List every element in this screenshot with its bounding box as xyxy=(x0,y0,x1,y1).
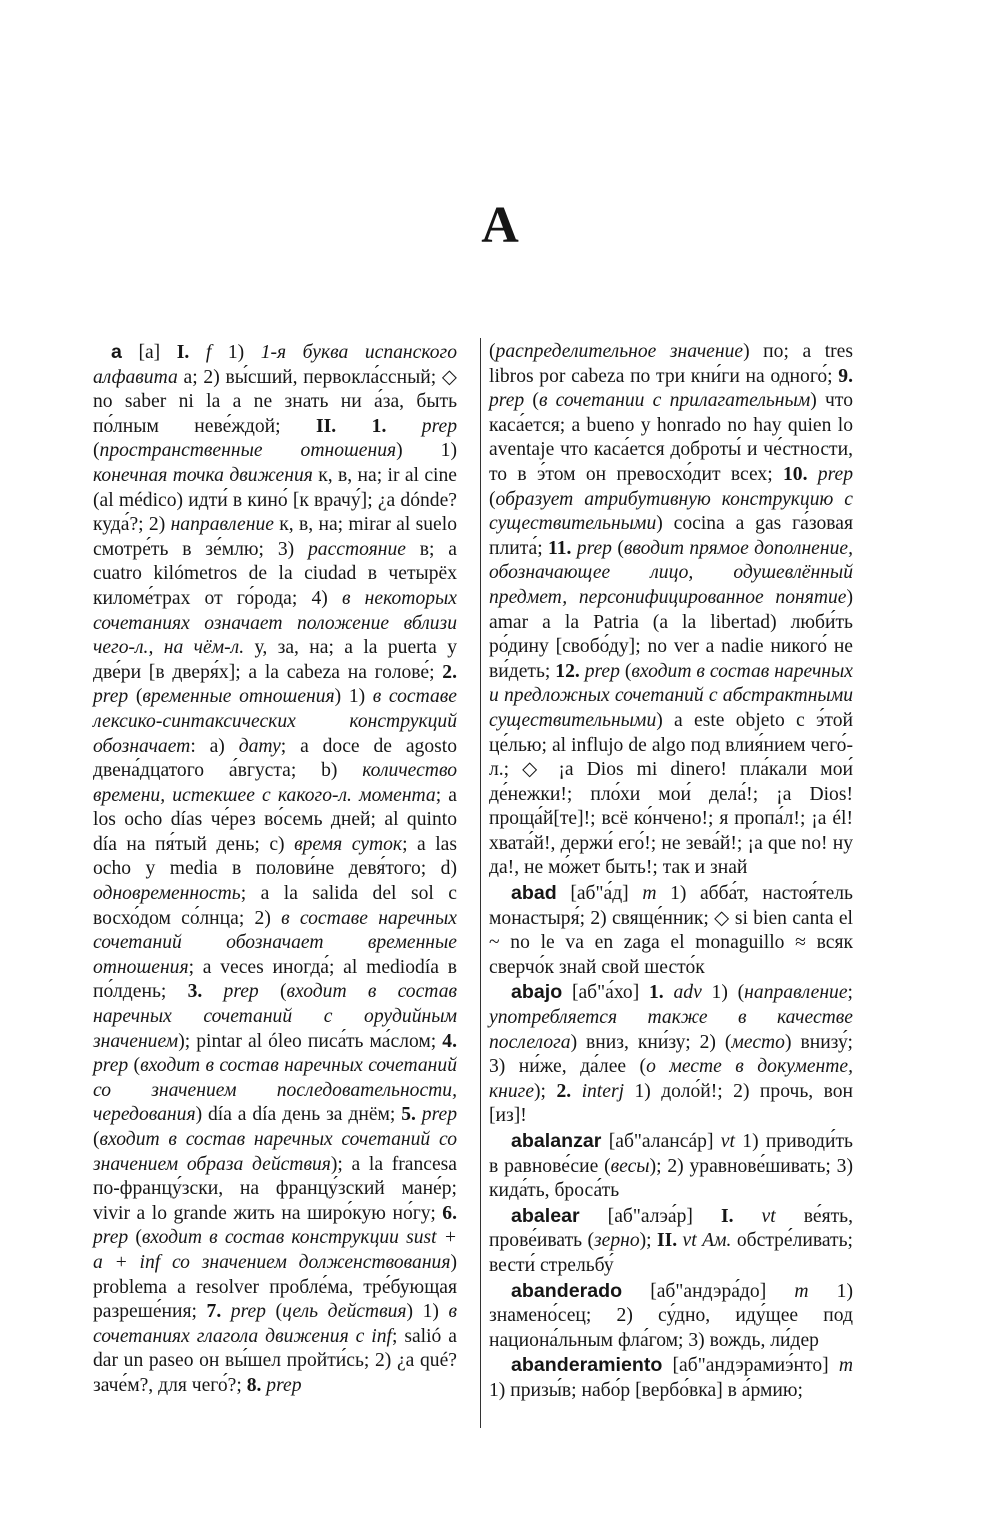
entry-text-run: ) внизу́; 3) ни́же, да́лее ( xyxy=(489,1031,853,1078)
entry-text-run: prep xyxy=(571,537,618,559)
entry-text-run: 1. xyxy=(649,982,664,1004)
entry-text-run: [аб"а́хо] xyxy=(562,982,649,1004)
entry-text-run: 8. xyxy=(246,1374,262,1396)
entry-text-run: 1) ( xyxy=(711,982,745,1004)
entry-text-run: в; a cuatro kilómetros de la ciudad в четырёх киломе́трах от го́рода; 4) xyxy=(93,538,457,609)
entry-text-run: [аб"алансáр] xyxy=(601,1131,721,1152)
entry-text-run: ) 1) xyxy=(334,686,373,708)
entry-text-run: ( xyxy=(489,488,496,510)
entry-text-run: дату xyxy=(238,735,281,757)
entry-text-run: образует атрибутивную конструкцию с существительными xyxy=(489,488,853,535)
entry-text-run: 3. xyxy=(187,981,203,1003)
entry-text-run: а; 2) вы́сший, первокла́ссный; ◇ no saber ni la a ne знать ни а́за, быть по́лным неве́ждой; xyxy=(93,366,457,437)
entry-text-run: [аб"а́д] xyxy=(556,883,643,905)
entry-text-run: I. xyxy=(176,342,190,363)
entry-text-run: I. xyxy=(720,1205,734,1227)
entry-text-run: 10. xyxy=(782,463,808,485)
entry-text-run: направление xyxy=(744,982,848,1004)
entry-text-run: ) día a día день за днём; xyxy=(195,1104,402,1126)
entry-text-run: время суток xyxy=(294,833,403,855)
entry-text-run: ( xyxy=(93,1129,100,1150)
entry-text-run: конечная точка движения xyxy=(93,464,313,486)
entry-text-run: расстояние xyxy=(307,538,406,560)
entry-text-run: к, в, на; mirar al suelo смотре́ть в зе́млю; 3) xyxy=(93,514,457,560)
entry-text-run: временные отношения xyxy=(142,686,335,708)
entry-text-run: prep xyxy=(386,415,457,437)
entry-text-run: в сочетаниях глагола движения с inf xyxy=(93,1301,457,1347)
entry-text-run: распределительное значение xyxy=(495,341,744,362)
entry-text-run: к, в, на; ir al cine (al médico) идти́ в кино́ [к врачу́]; ¿a dónde? куда́?; 2) xyxy=(93,464,457,536)
entry-text-run: prep xyxy=(579,660,625,682)
entry-text-run: ; a la salida del sol с восхо́дом со́лнца; 2) xyxy=(93,883,457,929)
entry-text-run: 2. xyxy=(442,661,457,683)
entry-text-run: направление xyxy=(170,514,274,536)
entry-text-run: ( xyxy=(135,686,143,708)
entry-text-run: vt xyxy=(733,1205,776,1227)
entry-text-run: [а] xyxy=(121,342,177,363)
entry-text-run: prep xyxy=(221,1301,276,1323)
headword: abad xyxy=(511,882,557,905)
entry-text-run: ; a las ocho y media в полови́не девя́того; d) xyxy=(93,833,457,880)
headword: abalear xyxy=(511,1204,580,1227)
entry-text-run: vt Ам. xyxy=(677,1230,732,1252)
headword: abalanzar xyxy=(511,1130,602,1152)
entry-text-run: II. xyxy=(657,1230,678,1252)
headword: abanderado xyxy=(511,1279,623,1302)
entry-text-run: входит в состав наречных сочетаний со значением последовательности, чередования xyxy=(93,1055,457,1126)
entry-text-run: ) 1) xyxy=(406,1301,449,1323)
entry-text-run: 1) призы́в; набо́р [вербо́вка] в а́рмию; xyxy=(489,1379,803,1401)
entry-text-run: ( xyxy=(489,341,496,362)
entry-text-run: входит в состав наречных и предложных сочетаний с абстрактными существительными xyxy=(489,660,853,731)
entry-text-run: ( xyxy=(532,390,539,412)
headword: a xyxy=(111,341,122,363)
dictionary-entry xyxy=(489,1204,853,1279)
entry-text-run: пространственные отношения xyxy=(99,440,397,462)
entry-text-run: 1-я буква испанского алфавита xyxy=(93,342,457,388)
entry-a xyxy=(93,340,457,1399)
entry-text-run: ) problema a resolver пробле́ма, тре́бующая разреше́ния; xyxy=(93,1251,457,1323)
entry-text-run: ; xyxy=(847,982,853,1004)
entry-text-run: 5. xyxy=(401,1104,416,1126)
entry-text-run: ); pintar al óleo писа́ть ма́слом; xyxy=(178,1030,443,1052)
dictionary-entry xyxy=(489,881,853,980)
entry-text-run: обстре́ливать; вести́ стрельбу́ xyxy=(489,1230,854,1276)
entry-text-run: [аб"андэра́до] xyxy=(622,1280,795,1302)
entry-text-run: ве́ять, прове́ивать ( xyxy=(489,1205,853,1252)
entry-text-run: ) a este objeto с э́той це́лью; al influjo de algo под влия́нием чего́-л.; ◇ ¡a Dios mi dinero! пла́кали мои́ де́нежки!; пло́хи мои́ дела́!; ¡a Dios! проща́й[те]!; всё ко́нчено!; я пропа́л!; ¡a él! хвата́й!, держи́ его́!; не зева́й!; ¡a que no! ну да!, не мо́жет быть!; так и знай xyxy=(489,709,853,879)
entry-text-run: ( xyxy=(275,1301,283,1323)
entry-text-run: ( xyxy=(133,1055,141,1077)
entry-text-run: 1) доло́й!; 2) прочь, вон [из]! xyxy=(489,1080,854,1127)
entry-text-run: количество времени, истекшее с какого-л. момента xyxy=(93,760,457,806)
entry-text-run: входит в состав конструкции sust + a + inf со значением долженствования xyxy=(93,1227,457,1273)
entry-text-run: m xyxy=(794,1280,809,1302)
entry-text-run: место xyxy=(731,1031,785,1053)
entry-text-run: 2. xyxy=(556,1080,572,1102)
entry-text-run: зерно xyxy=(594,1230,640,1252)
entry-text-run: : a) xyxy=(190,735,239,757)
entry-text-run: 4. xyxy=(442,1030,457,1052)
entry-text-run: ); xyxy=(534,1080,557,1102)
entry-text-run: у, за, на; a la puerta у две́ри [в дверя́х]; a la cabeza на голове́; xyxy=(93,637,457,683)
entry-text-run: вводит прямое дополнение, обозначающее лицо, одушевлённый предмет, персонифицированное понятие xyxy=(489,537,853,608)
entry-text-run: prep xyxy=(415,1104,457,1126)
entry-text-run: f xyxy=(189,342,228,363)
entry-text-run: 9. xyxy=(838,365,853,387)
entry-text-run: m xyxy=(642,883,657,905)
dictionary-entry xyxy=(489,1129,853,1204)
headword: abajo xyxy=(511,981,563,1004)
entry-text-run: 1) абба́т, настоя́тель монастыря́; 2) свяще́нник; ◇ si bien canta el ~ no le va en zaga el monaguillo ≈ всяк сверчо́к знай свой шесто́к xyxy=(489,883,853,978)
entry-text-run: vt xyxy=(720,1131,735,1152)
entry-text-run: входит в состав наречных сочетаний со значением образа действия xyxy=(93,1129,457,1175)
entry-text-run: ; salió a dar un paseo он вы́шел пройти́сь; 2) ¿a qué? заче́м?, для чего́?; xyxy=(93,1325,457,1396)
entry-text-run: ( xyxy=(624,660,632,682)
entry-text-run: prep xyxy=(807,463,853,485)
entry-text-run: ( xyxy=(617,537,624,559)
entry-text-run: в составе лексико-синтаксических конструкций обозначает xyxy=(93,686,457,757)
entry-text-run: II. 1. xyxy=(316,415,387,437)
entry-text-run: m xyxy=(838,1355,853,1377)
entry-text-run: ; a doce de agosto двена́дцатого а́вгуста; b) xyxy=(93,735,457,782)
dictionary-entry xyxy=(489,340,853,881)
entry-text-run: 1) приводи́ть в равнове́сие ( xyxy=(489,1131,853,1177)
entry-text-run: prep xyxy=(261,1374,302,1396)
entry-text-run: prep xyxy=(93,686,136,708)
entry-text-run: 12. xyxy=(555,660,580,682)
entry-text-run: 11. xyxy=(548,537,572,559)
entry-text-run: ) 1) xyxy=(396,440,458,462)
entry-text-run: о месте в документе, книге xyxy=(489,1056,853,1102)
entry-text-run: interj xyxy=(571,1080,635,1102)
dictionary-entry xyxy=(489,1279,853,1354)
entry-text-run: prep xyxy=(202,981,280,1003)
entry-text-run: в сочетании с прилагательным xyxy=(538,390,811,412)
entry-text-run: цель действия xyxy=(282,1301,407,1323)
entry-text-run: ) cocina a gas га́зовая плита́; xyxy=(489,513,853,559)
entry-text-run: одновременность xyxy=(93,883,241,905)
section-letter: A xyxy=(481,197,519,254)
entry-text-run: весы xyxy=(610,1155,650,1177)
entry-text-run: 1) xyxy=(227,342,261,363)
dictionary-entry xyxy=(489,980,853,1129)
entry-text-run: ) по; a tres libros por cabeza по три кни́ги на одного́; xyxy=(489,341,853,387)
entry-text-run: ); 2) уравнове́шивать; 3) кида́ть, броса́ть xyxy=(489,1155,853,1202)
entry-text-run: ) amar a la Patria (a la libertad) люби́ть ро́дину [свобо́ду]; no ver a nadie никого́ не ви́деть; xyxy=(489,586,853,682)
entry-text-run: ( xyxy=(93,440,100,462)
entry-text-run: ( xyxy=(135,1227,142,1249)
entry-text-run: prep xyxy=(93,1227,136,1249)
entry-text-run: [аб"андэрамиэ́нто] xyxy=(662,1355,839,1377)
entry-text-run: ); a la francesa по-францу́зски, на францу́зский мане́р; vivir a lo grande жить на широ́кую но́гу; xyxy=(93,1153,457,1224)
entry-text-run: [аб"алэа́р] xyxy=(579,1205,721,1227)
entry-text-run: ; a los ocho días че́рез во́семь дней; al quinto día на пя́тый день; c) xyxy=(93,784,457,855)
entry-text-run: prep xyxy=(489,390,533,412)
entry-text-run: ) вниз, кни́зу; 2) ( xyxy=(570,1031,732,1053)
entry-text-run: 1) знамено́сец; 2) су́дно, иду́щее под национа́льным фла́гом; 3) вождь, ли́дер xyxy=(489,1280,853,1351)
entry-text-run: adv xyxy=(663,982,712,1004)
dictionary-entry xyxy=(489,1353,853,1403)
headword: abanderamiento xyxy=(511,1354,663,1377)
entry-text-run: ; a veces иногда́; al mediodía в по́лдень; xyxy=(93,956,457,1003)
entry-text-run: употребляется также в качестве послелога xyxy=(489,1007,853,1053)
entry-text-run: входит в состав наречных сочетаний с орудийным значением xyxy=(93,981,457,1052)
entry-text-run: prep xyxy=(93,1055,134,1077)
left-column xyxy=(93,340,457,1399)
right-column xyxy=(489,340,853,1404)
entry-text-run: в некоторых сочетаниях означает положение вблизи чего-л., на чём-л. xyxy=(93,587,457,659)
entry-text-run: 7. xyxy=(206,1301,222,1323)
entry-text-run: ( xyxy=(279,981,287,1003)
column-divider xyxy=(480,338,481,1428)
entry-text-run: 6. xyxy=(442,1202,457,1224)
entry-text-run: ); xyxy=(639,1230,658,1252)
entry-text-run: в составе наречных сочетаний обозначает временные отношения xyxy=(93,907,457,978)
entry-text-run: ) что каса́ется; a bueno y honrado no hay quien lo aventaje что каса́ется доброты́ и че́стности, то в э́том он превосхо́дит всех; xyxy=(489,390,853,485)
